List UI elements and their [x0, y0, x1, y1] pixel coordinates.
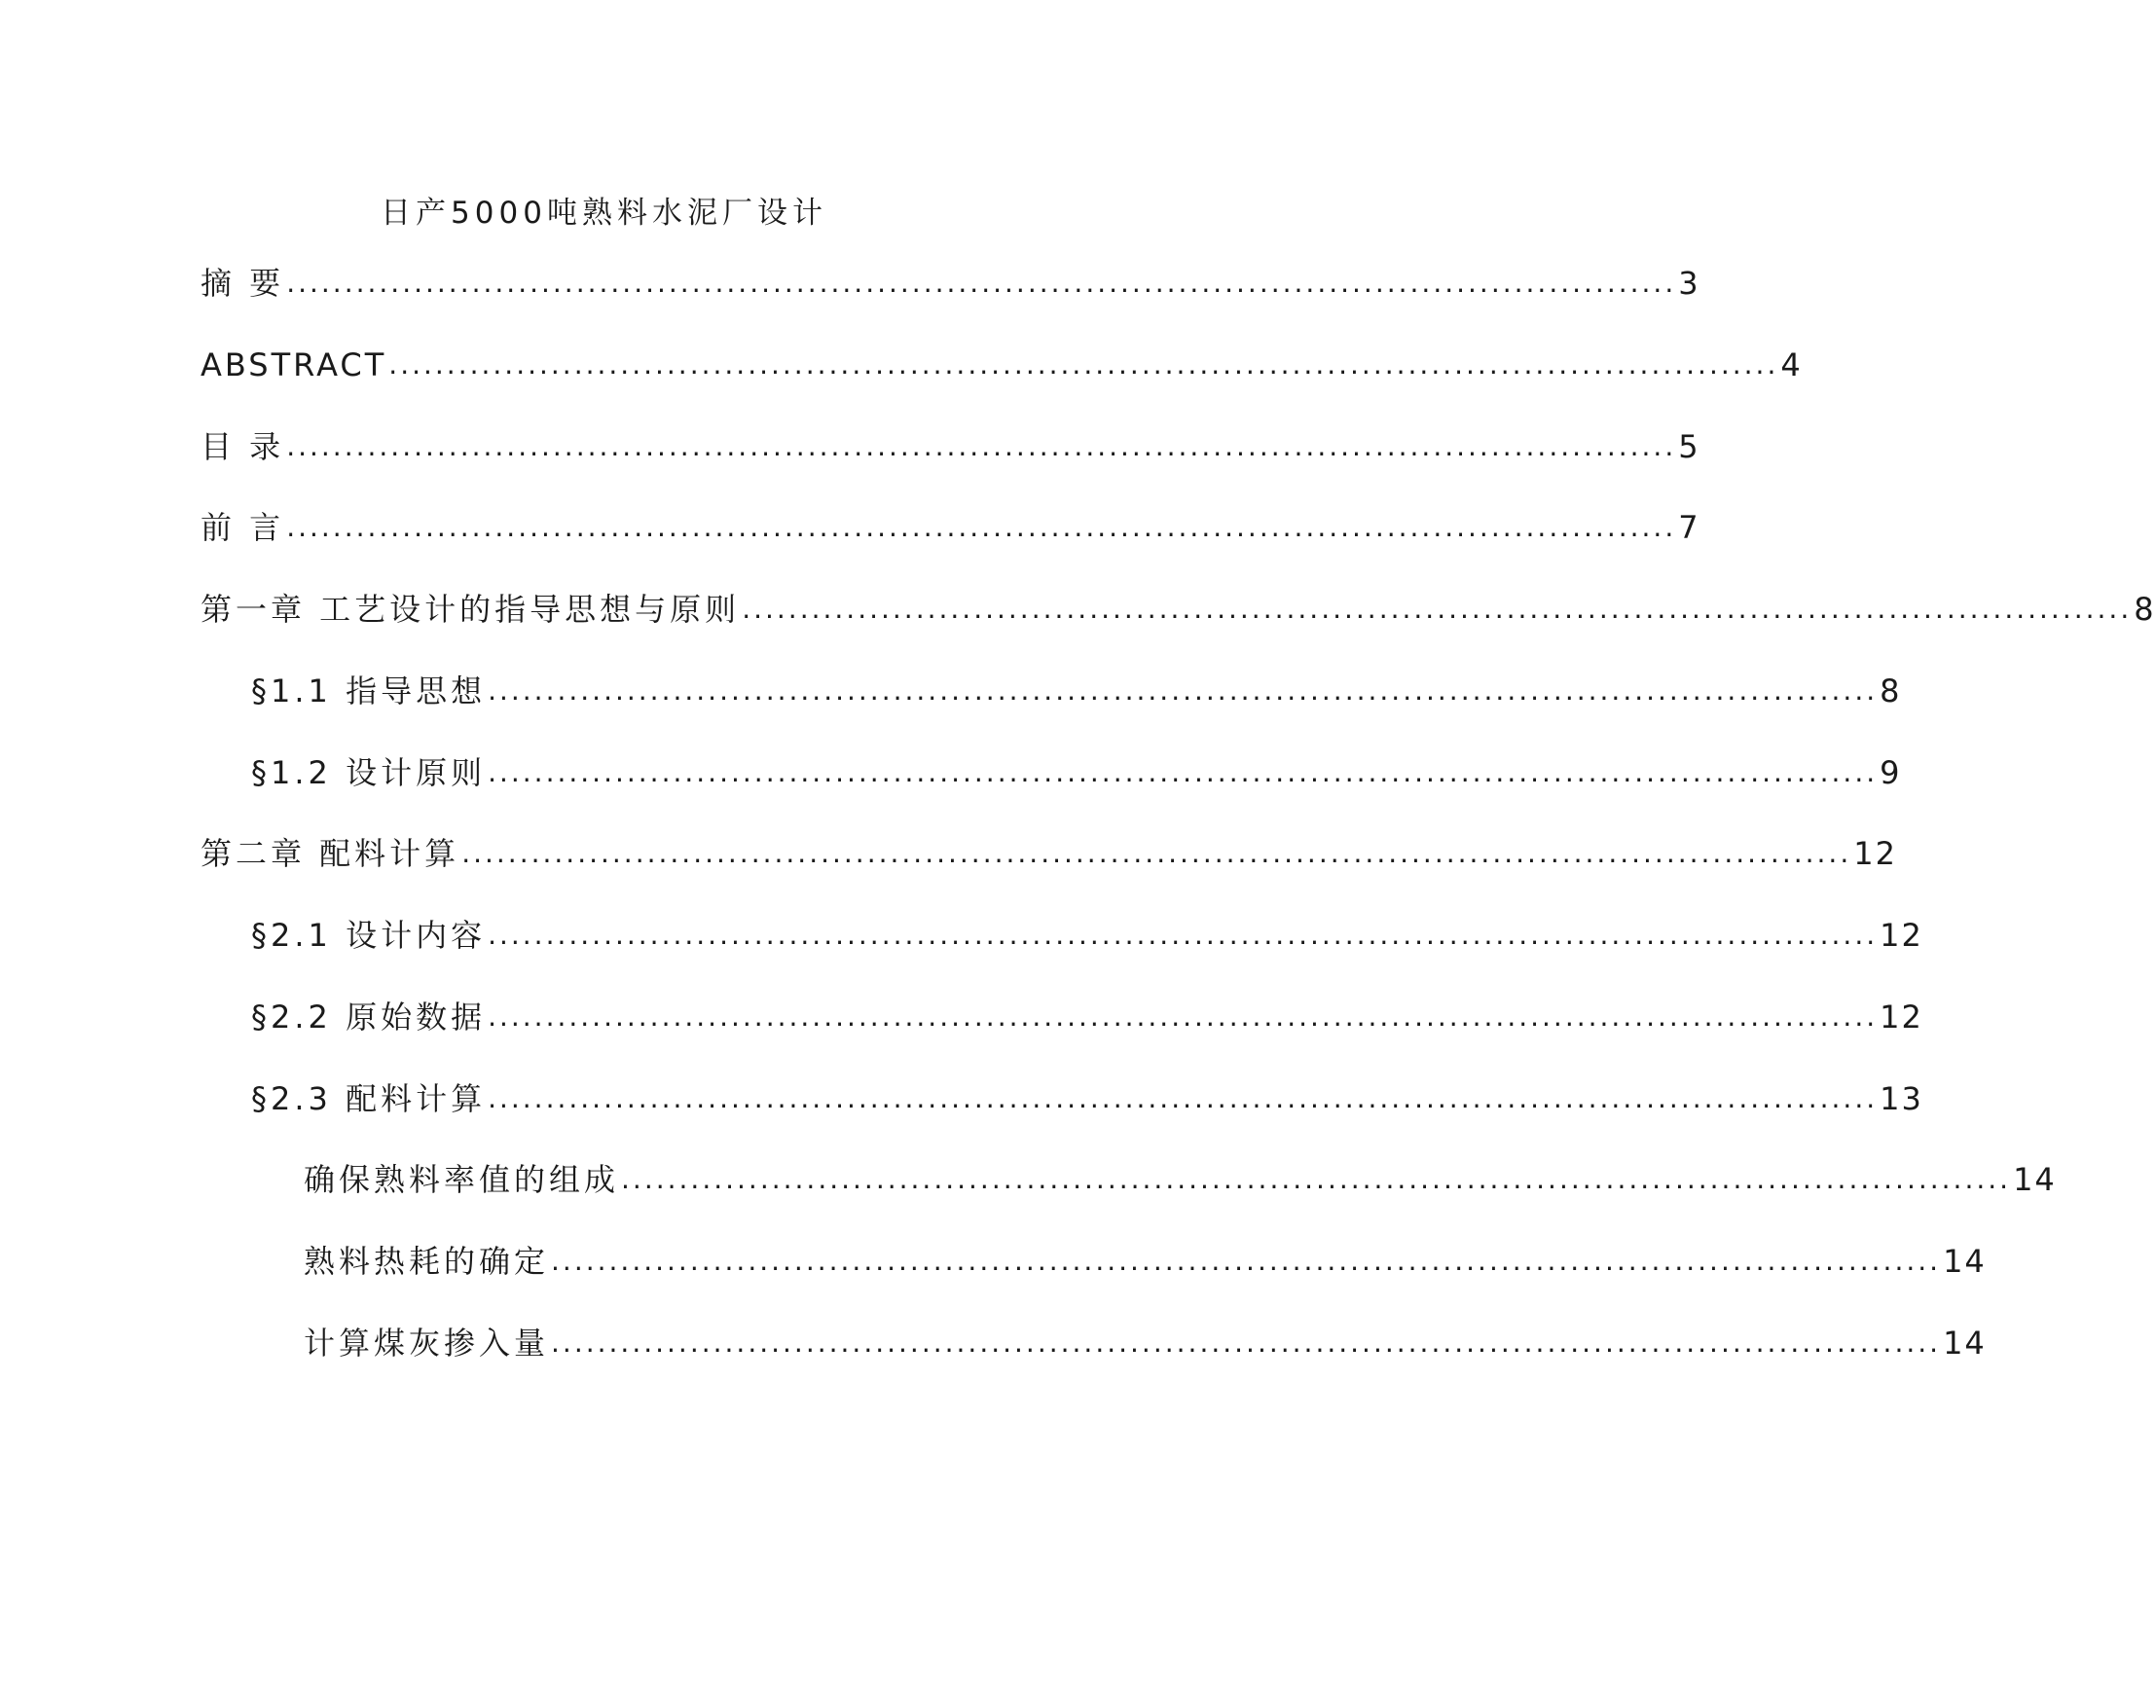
toc-dot-leader: ........................................................................................................................ — [551, 1245, 1942, 1277]
toc-entry-section-2-3[interactable] — [251, 1073, 1923, 1120]
toc-page-number: 12 — [1880, 999, 1923, 1036]
toc-page-number: 9 — [1880, 754, 1902, 791]
toc-dot-leader: ........................................................................................................................ — [286, 430, 1677, 462]
toc-entry-label: 前 言 — [201, 509, 285, 546]
toc-dot-leader: ........................................................................................................................ — [488, 756, 1879, 788]
toc-entry-abstract-cn[interactable] — [201, 258, 1700, 305]
toc-entry-subsection-heat[interactable] — [304, 1236, 1987, 1283]
toc-entry-label: 第二章 配料计算 — [201, 835, 460, 872]
toc-page-number: 14 — [1943, 1243, 1987, 1280]
toc-dot-leader: ........................................................................................................................ — [551, 1326, 1942, 1359]
toc-dot-leader: ........................................................................................................................ — [461, 837, 1852, 869]
toc-dot-leader: ........................................................................................................................ — [488, 674, 1879, 707]
toc-page-number: 13 — [1880, 1080, 1923, 1117]
toc-page-number: 14 — [1943, 1325, 1987, 1362]
toc-entry-contents[interactable] — [201, 421, 1700, 468]
toc-entry-label: 摘 要 — [201, 265, 285, 302]
toc-entry-chapter-2[interactable] — [201, 828, 1897, 875]
toc-entry-label: 计算煤灰掺入量 — [304, 1325, 550, 1362]
toc-entry-label: §1.1 指导思想 — [251, 672, 487, 709]
toc-dot-leader: ........................................................................................................................ — [488, 919, 1879, 951]
toc-dot-leader: ........................................................................................................................ — [621, 1163, 2012, 1195]
document-title: 日产5000吨熟料水泥厂设计 — [381, 196, 827, 231]
toc-entry-section-2-1[interactable] — [251, 910, 1923, 957]
toc-dot-leader: ........................................................................................................................ — [286, 267, 1677, 299]
toc-entry-label: §2.2 原始数据 — [251, 999, 487, 1036]
toc-dot-leader: ........................................................................................................................ — [742, 593, 2133, 625]
toc-entry-label: §2.3 配料计算 — [251, 1080, 487, 1117]
toc-entry-chapter-1[interactable] — [201, 584, 2156, 631]
toc-entry-label: §2.1 设计内容 — [251, 917, 487, 954]
toc-dot-leader: ........................................................................................................................ — [488, 1082, 1879, 1114]
toc-page-number: 12 — [1853, 835, 1897, 872]
toc-page-number: 12 — [1880, 917, 1923, 954]
toc-page-number: 4 — [1780, 346, 1803, 383]
toc-entry-section-1-2[interactable] — [251, 747, 1902, 794]
toc-page-number: 8 — [2134, 591, 2156, 628]
toc-entry-subsection-ratio[interactable] — [304, 1154, 2057, 1201]
toc-dot-leader: ........................................................................................................................ — [286, 511, 1677, 543]
toc-entry-label: §1.2 设计原则 — [251, 754, 487, 791]
toc-entry-label: 第一章 工艺设计的指导思想与原则 — [201, 591, 741, 628]
toc-entry-label: 熟料热耗的确定 — [304, 1243, 550, 1280]
toc-entry-preface[interactable] — [201, 502, 1700, 549]
toc-entry-section-2-2[interactable] — [251, 992, 1923, 1038]
toc-page-number: 3 — [1678, 265, 1700, 302]
toc-dot-leader: ........................................................................................................................ — [488, 1000, 1879, 1033]
toc-entry-label: 目 录 — [201, 428, 285, 465]
toc-entry-label: 确保熟料率值的组成 — [304, 1161, 620, 1198]
toc-page-number: 14 — [2013, 1161, 2057, 1198]
toc-entry-label: ABSTRACT — [201, 346, 387, 383]
toc-dot-leader: ........................................................................................................................ — [388, 348, 1779, 381]
toc-page-number: 7 — [1678, 509, 1700, 546]
toc-entry-section-1-1[interactable] — [251, 666, 1902, 712]
toc-entry-abstract-en[interactable] — [201, 340, 1803, 386]
toc-page-number: 8 — [1880, 672, 1902, 709]
toc-page-number: 5 — [1678, 428, 1700, 465]
toc-entry-subsection-ash[interactable] — [304, 1318, 1987, 1364]
